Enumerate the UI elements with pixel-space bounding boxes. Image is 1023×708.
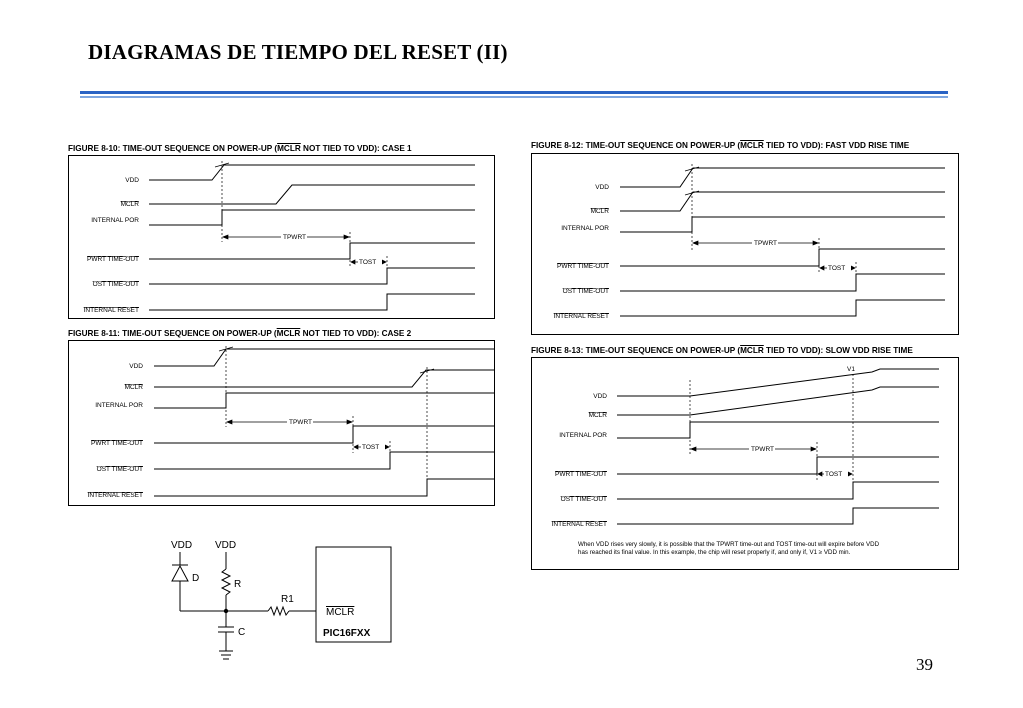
signal-internal-por: INTERNAL POR — [91, 217, 139, 224]
signal-internal-por: INTERNAL POR — [559, 432, 607, 439]
vdd-right-label: VDD — [215, 540, 237, 551]
vdd-left-label: VDD — [171, 540, 193, 551]
resistor1-label: R1 — [281, 594, 294, 605]
figure-8-11-caption: FIGURE 8-11: TIME-OUT SEQUENCE ON POWER-UP (MCLR NOT TIED TO VDD): CASE 2 — [68, 329, 412, 338]
figure-8-13-caption: FIGURE 8-13: TIME-OUT SEQUENCE ON POWER-UP (MCLR TIED TO VDD): SLOW VDD RISE TIME — [531, 346, 913, 355]
tost-label: TOST — [362, 444, 380, 451]
signal-ost-timeout: OST TIME-OUT — [560, 496, 607, 503]
signal-vdd: VDD — [593, 393, 607, 400]
signal-mclr: MCLR — [124, 384, 143, 391]
signal-mclr: MCLR — [590, 208, 609, 215]
tpwrt-label: TPWRT — [289, 419, 312, 426]
tost-label: TOST — [825, 471, 843, 478]
tpwrt-label: TPWRT — [751, 446, 774, 453]
figure-8-12-caption: FIGURE 8-12: TIME-OUT SEQUENCE ON POWER-UP (MCLR TIED TO VDD): FAST VDD RISE TIME — [531, 141, 910, 150]
signal-vdd: VDD — [595, 184, 609, 191]
reset-circuit-schematic — [160, 535, 400, 670]
tpwrt-label: TPWRT — [283, 234, 306, 241]
title-rule-light — [80, 96, 948, 98]
title-rule — [80, 91, 948, 94]
figure-8-10-caption: FIGURE 8-10: TIME-OUT SEQUENCE ON POWER-UP (MCLR NOT TIED TO VDD): CASE 1 — [68, 144, 412, 153]
signal-ost-timeout: OST TIME-OUT — [92, 281, 139, 288]
figure-8-13-note: When VDD rises very slowly, it is possible that the TPWRT time-out and TOST time-out will expire before VDD has reached its final value. In this example, the chip will reset properly if, and only if, V1 ≥ VDD min. — [578, 541, 880, 556]
signal-pwrt-timeout: PWRT TIME-OUT — [555, 471, 607, 478]
tost-label: TOST — [359, 259, 377, 266]
signal-ost-timeout: OST TIME-OUT — [96, 466, 143, 473]
page-number: 39 — [916, 655, 933, 674]
signal-pwrt-timeout: PWRT TIME-OUT — [87, 256, 139, 263]
signal-pwrt-timeout: PWRT TIME-OUT — [557, 263, 609, 270]
slide-title: DIAGRAMAS DE TIEMPO DEL RESET (II) — [88, 40, 508, 64]
resistor-label: R — [234, 579, 242, 590]
signal-pwrt-timeout: PWRT TIME-OUT — [91, 440, 143, 447]
signal-internal-reset: INTERNAL RESET — [551, 521, 607, 528]
figure-8-12-timing-diagram — [531, 153, 959, 335]
tost-label: TOST — [828, 265, 846, 272]
signal-mclr: MCLR — [120, 201, 139, 208]
signal-internal-por: INTERNAL POR — [561, 225, 609, 232]
figure-8-11-timing-diagram — [68, 340, 495, 506]
signal-vdd: VDD — [129, 363, 143, 370]
signal-internal-reset: INTERNAL RESET — [87, 492, 143, 499]
diode-label: D — [192, 573, 200, 584]
signal-ost-timeout: OST TIME-OUT — [562, 288, 609, 295]
signal-internal-por: INTERNAL POR — [95, 402, 143, 409]
tpwrt-label: TPWRT — [754, 240, 777, 247]
signal-internal-reset: INTERNAL RESET — [83, 307, 139, 314]
v1-label: V1 — [847, 366, 855, 373]
mclr-pin-label: MCLR — [326, 607, 355, 618]
signal-mclr: MCLR — [588, 412, 607, 419]
signal-vdd: VDD — [125, 177, 139, 184]
figure-8-13-timing-diagram — [531, 357, 959, 570]
figure-8-10-timing-diagram — [68, 155, 495, 319]
signal-internal-reset: INTERNAL RESET — [553, 313, 609, 320]
chip-label: PIC16FXX — [323, 628, 371, 639]
capacitor-label: C — [238, 627, 246, 638]
